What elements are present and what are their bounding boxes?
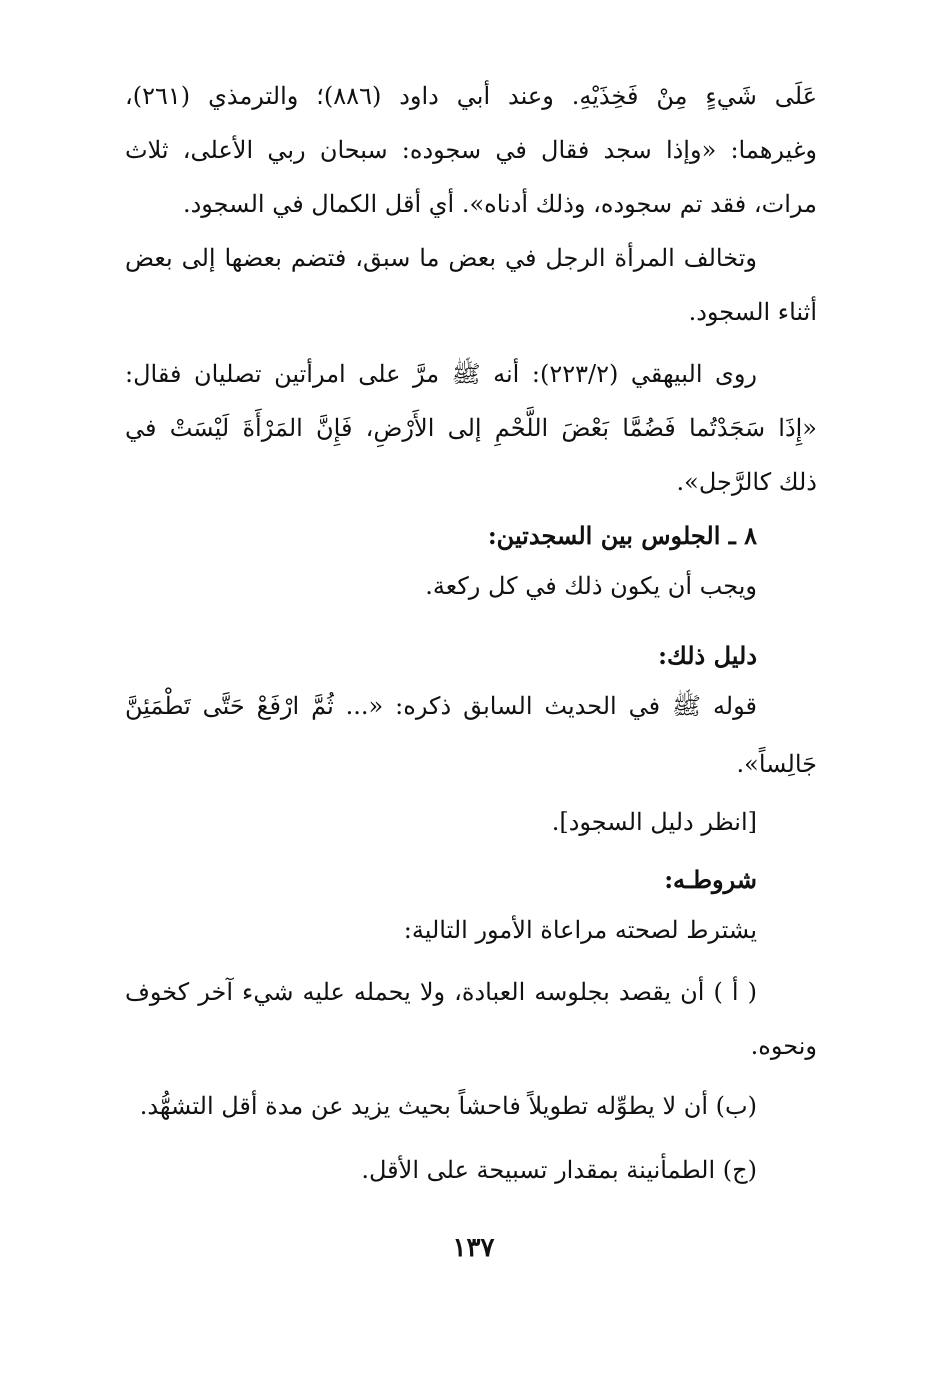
paragraph-line: مرات، فقد تم سجوده، وذلك أدناه». أي أقل الكمال في السجود. xyxy=(182,190,817,218)
section-heading: ٨ ـ الجلوس بين السجدتين: xyxy=(487,521,757,550)
list-item: (ج) الطمأنينة بمقدار تسبيحة على الأقل. xyxy=(361,1156,757,1184)
paragraph-line: روى البيهقي (٢٢٣/٢): أنه ﷺ مرَّ على امرأتين تصليان فقال: xyxy=(125,360,757,388)
paragraph-line: وتخالف المرأة الرجل في بعض ما سبق، فتضم بعضها إلى بعض xyxy=(125,244,757,272)
paragraph-line: عَلَى شَيءٍ مِنْ فَخِذَيْهِ. وعند أبي داود (٨٨٦)؛ والترمذي (٢٦١)، xyxy=(125,82,818,110)
paragraph-line: يشترط لصحته مراعاة الأمور التالية: xyxy=(403,916,757,944)
subheading: دليل ذلك: xyxy=(658,641,757,670)
paragraph-line: جَالِساً». xyxy=(736,750,817,778)
list-item-continuation: ونحوه. xyxy=(750,1032,817,1060)
paragraph-line: قوله ﷺ في الحديث السابق ذكره: «... ثُمَّ ارْفَعْ حَتَّى تَطْمَئِنَّ xyxy=(125,692,757,720)
page-number: ١٣٧ xyxy=(452,1233,495,1263)
subheading: شروطـه: xyxy=(664,865,757,894)
hadith-quote-line: ذلك كالرَّجل». xyxy=(676,468,817,496)
paragraph-line: وغيرهما: «وإذا سجد فقال في سجوده: سبحان ربي الأعلى، ثلاث xyxy=(125,136,817,164)
paragraph-line: أثناء السجود. xyxy=(688,298,817,326)
paragraph-line: ويجب أن يكون ذلك في كل ركعة. xyxy=(425,572,757,600)
reference-note: [انظر دليل السجود]. xyxy=(551,808,757,836)
list-item: ( أ ) أن يقصد بجلوسه العبادة، ولا يحمله عليه شيء آخر كخوف xyxy=(125,978,757,1006)
list-item: (ب) أن لا يطوِّله تطويلاً فاحشاً بحيث يزيد عن مدة أقل التشهُّد. xyxy=(139,1092,757,1120)
hadith-quote-line: «إِذَا سَجَدْتُما فَضُمَّا بَعْضَ اللَّحْمِ إلى الأَرْضِ، فَإِنَّ المَرْأَةَ لَيْسَتْ في xyxy=(125,414,817,442)
